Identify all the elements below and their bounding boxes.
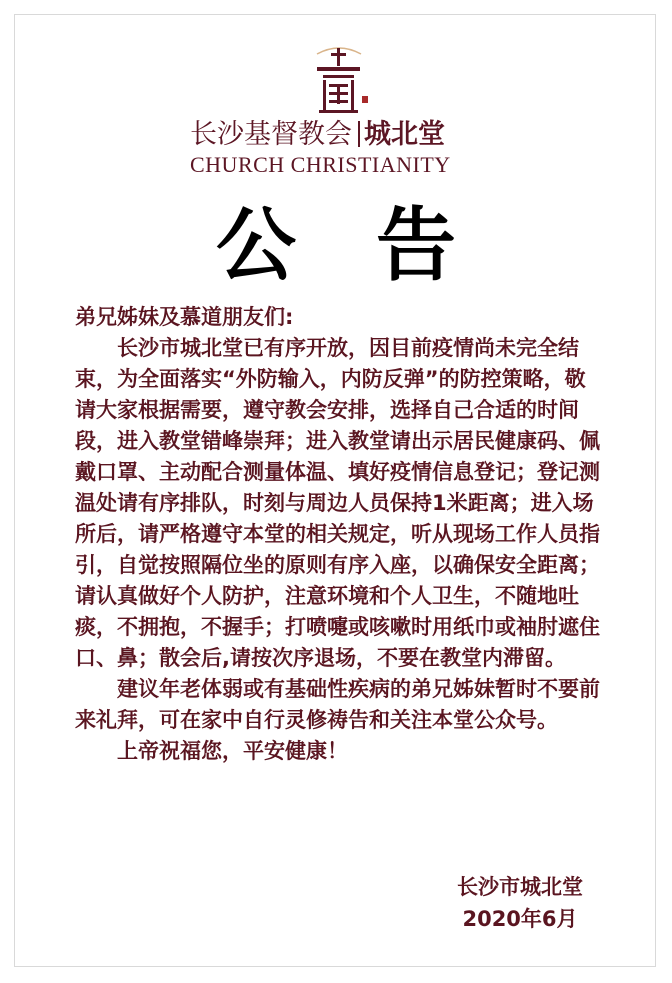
notice-blessing: 上帝祝福您，平安健康！ <box>117 739 348 763</box>
logo-chinese-name <box>190 116 445 154</box>
notice-signature: 长沙市城北堂 <box>457 875 583 899</box>
notice-date: 2020年6月 <box>462 907 578 931</box>
church-cross-logo-icon <box>309 40 369 120</box>
logo-church-name: 长沙基督教会 <box>190 119 352 150</box>
notice-greeting: 弟兄姊妹及慕道朋友们: <box>75 305 294 329</box>
logo-divider <box>358 121 360 147</box>
notice-body <box>75 302 605 767</box>
notice-title: 公告 <box>216 199 536 292</box>
notice-paragraph-1: 长沙市城北堂已有序开放，因目前疫情尚未完全结束，为全面落实“外防输入，内防反弹”的防控策略，敬请大家根据需要，遵守教会安排，选择自己合适的时间段，进入教堂错峰崇拜；进入教堂请出示居民健康码、佩戴口罩、主动配合测量体温、填好疫情信息登记；登记测温处请有序排队，时刻与周边人员保持1米距离；进入场所后，请严格遵守本堂的相关规定，听从现场工作人员指引，自觉按照隔位坐的原则有序入座，以确保安全距离；请认真做好个人防护，注意环境和个人卫生，不随地吐痰，不拥抱，不握手；打喷嚏或咳嗽时用纸巾或袖肘遮住口、鼻；散会后,请按次序退场，不要在教堂内滞留。 <box>75 336 600 670</box>
logo-branch-name: 城北堂 <box>364 119 445 150</box>
logo-english-name: CHURCH CHRISTIANITY <box>190 152 451 177</box>
notice-paragraph-2: 建议年老体弱或有基础性疾病的弟兄姊妹暂时不要前来礼拜，可在家中自行灵修祷告和关注本堂公众号。 <box>75 677 600 732</box>
